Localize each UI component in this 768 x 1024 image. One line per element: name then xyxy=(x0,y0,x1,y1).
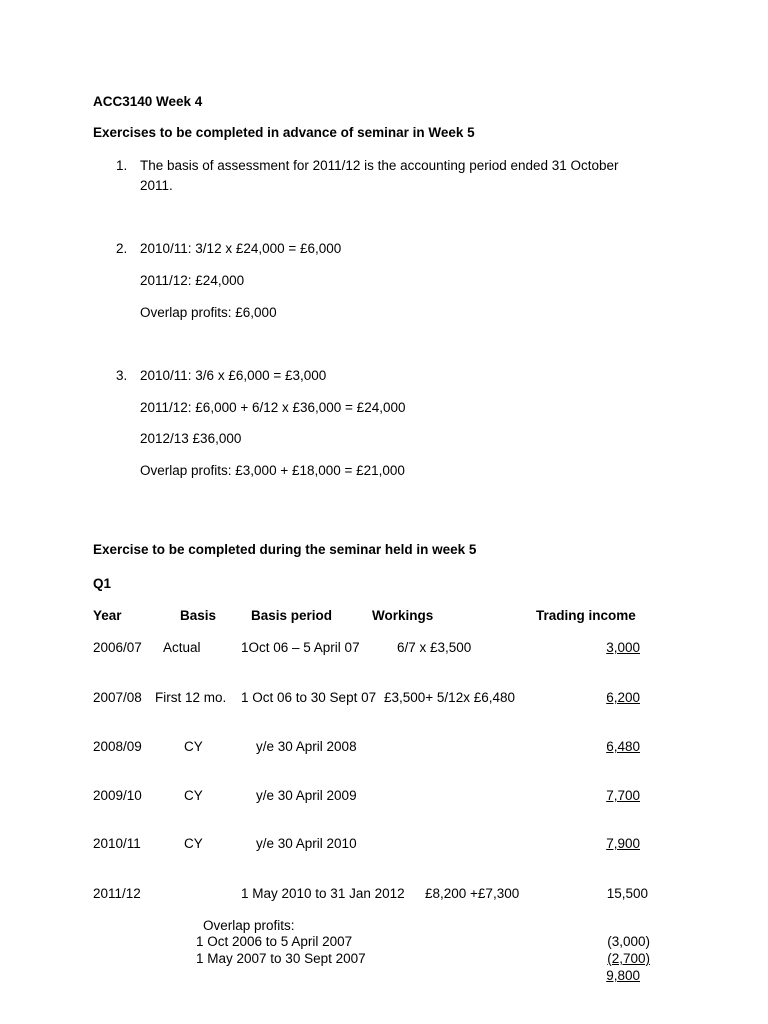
cell-year: 2011/12 xyxy=(93,886,141,901)
cell-workings: £8,200 +£7,300 xyxy=(425,886,520,901)
cell-year: 2009/10 xyxy=(93,788,142,803)
cell-basis-period: 1Oct 06 – 5 April 07 xyxy=(241,640,360,655)
cell-year: 2007/08 xyxy=(93,690,142,705)
cell-basis-period: y/e 30 April 2009 xyxy=(256,788,357,803)
cell-year: 2010/11 xyxy=(93,836,141,851)
header-year: Year xyxy=(93,608,122,623)
item-line: 2011/12: £24,000 xyxy=(140,273,245,288)
cell-basis: First 12 mo. xyxy=(155,690,227,705)
section2-heading: Exercise to be completed during the seminar held in week 5 xyxy=(93,542,477,557)
cell-basis-period: 1 May 2010 to 31 Jan 2012 xyxy=(241,886,405,901)
cell-basis: CY xyxy=(184,739,203,754)
cell-workings: 6/7 x £3,500 xyxy=(397,640,472,655)
cell-basis: CY xyxy=(184,836,203,851)
overlap-total: 9,800 xyxy=(606,968,640,983)
cell-basis-period: y/e 30 April 2008 xyxy=(256,739,357,754)
overlap-amount: (3,000) xyxy=(607,934,650,949)
item-line: Overlap profits: £3,000 + £18,000 = £21,000 xyxy=(140,463,405,478)
cell-basis-period: y/e 30 April 2010 xyxy=(256,836,357,851)
cell-basis: Actual xyxy=(163,640,201,655)
header-trading-income: Trading income xyxy=(536,608,636,623)
q1-label: Q1 xyxy=(93,576,112,591)
item-line: Overlap profits: £6,000 xyxy=(140,305,277,320)
cell-income: 3,000 xyxy=(606,640,640,655)
overlap-amount: (2,700) xyxy=(607,951,650,966)
overlap-period: 1 May 2007 to 30 Sept 2007 xyxy=(196,951,366,966)
cell-year: 2006/07 xyxy=(93,640,142,655)
item-line: 2010/11: 3/12 x £24,000 = £6,000 xyxy=(140,241,342,256)
item-line: 2011. xyxy=(140,178,173,193)
cell-workings: £3,500+ 5/12x £6,480 xyxy=(384,690,515,705)
cell-income: 6,480 xyxy=(606,739,640,754)
item-number: 1. xyxy=(116,158,128,173)
cell-income: 6,200 xyxy=(606,690,640,705)
cell-basis-period: 1 Oct 06 to 30 Sept 07 xyxy=(241,690,377,705)
item-number: 2. xyxy=(116,241,128,256)
overlap-label: Overlap profits: xyxy=(203,918,295,933)
header-workings: Workings xyxy=(372,608,434,623)
item-line: 2012/13 £36,000 xyxy=(140,431,242,446)
cell-income: 15,500 xyxy=(606,886,648,901)
header-basis-period: Basis period xyxy=(251,608,333,623)
cell-basis: CY xyxy=(184,788,203,803)
item-line: The basis of assessment for 2011/12 is the accounting period ended 31 October xyxy=(140,158,619,173)
overlap-period: 1 Oct 2006 to 5 April 2007 xyxy=(196,934,353,949)
item-line: 2011/12: £6,000 + 6/12 x £36,000 = £24,000 xyxy=(140,400,406,415)
document-title: ACC3140 Week 4 xyxy=(93,94,203,109)
header-basis: Basis xyxy=(180,608,217,623)
cell-year: 2008/09 xyxy=(93,739,142,754)
cell-income: 7,700 xyxy=(606,788,640,803)
item-line: 2010/11: 3/6 x £6,000 = £3,000 xyxy=(140,368,327,383)
cell-income: 7,900 xyxy=(606,836,640,851)
item-number: 3. xyxy=(116,368,128,383)
section1-heading: Exercises to be completed in advance of seminar in Week 5 xyxy=(93,125,475,140)
